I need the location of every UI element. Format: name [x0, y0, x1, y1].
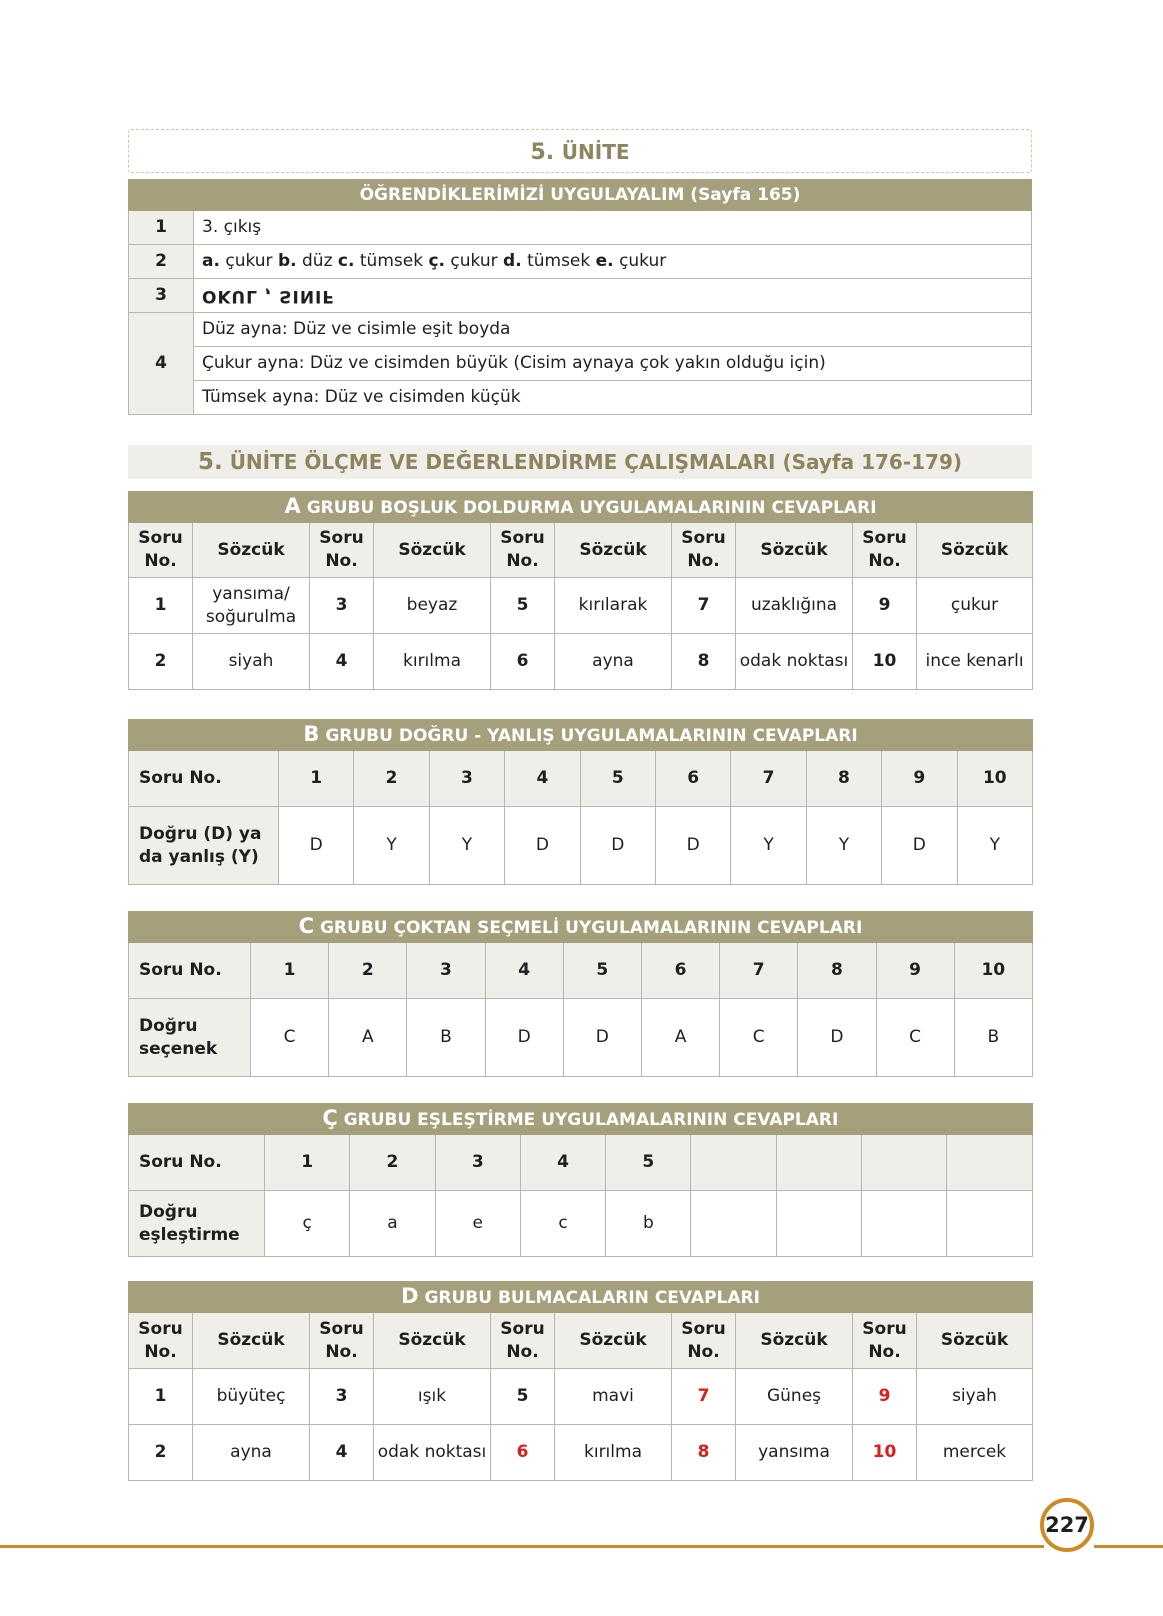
- soru-number: [947, 1135, 1032, 1191]
- col-header-no: Soru No.: [491, 523, 555, 578]
- answer-cell: D: [798, 999, 876, 1077]
- soru-number: 9: [882, 751, 957, 807]
- answer-cell: [691, 1191, 776, 1257]
- col-header-word: Sözcük: [736, 1313, 853, 1369]
- soru-number: 4: [520, 1135, 605, 1191]
- col-header-word: Sözcük: [555, 1313, 672, 1369]
- page-number: 227: [1040, 1498, 1094, 1552]
- answer-cell: C: [251, 999, 329, 1077]
- sozcuk: Güneş: [736, 1369, 853, 1425]
- sozcuk: ayna: [555, 634, 672, 690]
- row-number: 2: [129, 245, 194, 279]
- answer-cell: D: [485, 999, 563, 1077]
- answer-cell: a: [350, 1191, 435, 1257]
- answer-cell: [776, 1191, 861, 1257]
- sozcuk: odak noktası: [374, 1425, 491, 1481]
- col-header-word: Sözcük: [555, 523, 672, 578]
- soru-number: 1: [279, 751, 354, 807]
- soru-no: 8: [672, 634, 736, 690]
- sozcuk: ışık: [374, 1369, 491, 1425]
- soru-no: 10: [853, 1425, 917, 1481]
- answer-cell: C: [876, 999, 954, 1077]
- answer-cell: b: [606, 1191, 691, 1257]
- answer-cell: D: [563, 999, 641, 1077]
- row-label: Soru No.: [129, 1135, 265, 1191]
- col-header-no: Soru No.: [853, 523, 917, 578]
- answer-text: Tümsek ayna: Düz ve cisimden küçük: [194, 381, 1032, 415]
- sozcuk: mavi: [555, 1369, 672, 1425]
- answer-cell: c: [520, 1191, 605, 1257]
- soru-number: 1: [251, 943, 329, 999]
- sozcuk: kırılma: [555, 1425, 672, 1481]
- soru-no: 7: [672, 578, 736, 634]
- answer-cell: B: [954, 999, 1032, 1077]
- col-header-word: Sözcük: [193, 1313, 310, 1369]
- soru-number: 2: [350, 1135, 435, 1191]
- answer-cell: [862, 1191, 947, 1257]
- answer-cell: D: [882, 807, 957, 885]
- sozcuk: çukur: [917, 578, 1033, 634]
- answer-label: Doğru seçenek: [129, 999, 251, 1077]
- soru-number: [691, 1135, 776, 1191]
- col-header-no: Soru No.: [129, 523, 193, 578]
- soru-number: [776, 1135, 861, 1191]
- soru-no: 6: [491, 1425, 555, 1481]
- grup-cc-table: [128, 1103, 1033, 1257]
- answer-label: Doğru (D) ya da yanlış (Y): [129, 807, 279, 885]
- soru-no: 10: [853, 634, 917, 690]
- sozcuk: kırılma: [374, 634, 491, 690]
- col-header-word: Sözcük: [193, 523, 310, 578]
- soru-number: [862, 1135, 947, 1191]
- soru-number: 10: [957, 751, 1033, 807]
- sozcuk: ince kenarlı: [917, 634, 1033, 690]
- row-number: 1: [129, 211, 194, 245]
- row-label: Soru No.: [129, 751, 279, 807]
- grup-b-table: [128, 719, 1033, 885]
- soru-number: 2: [354, 751, 429, 807]
- soru-number: 8: [806, 751, 881, 807]
- answer-cell: Y: [429, 807, 504, 885]
- soru-number: 2: [329, 943, 407, 999]
- soru-no: 3: [310, 578, 374, 634]
- unit-banner: [128, 129, 1032, 173]
- sozcuk: odak noktası: [736, 634, 853, 690]
- answer-cell: Y: [957, 807, 1033, 885]
- answer-cell: Y: [731, 807, 806, 885]
- row-number: 3: [129, 279, 194, 313]
- soru-no: 2: [129, 1425, 193, 1481]
- sozcuk: yansıma: [736, 1425, 853, 1481]
- soru-no: 7: [672, 1369, 736, 1425]
- footer-line: [0, 1545, 1044, 1548]
- ogrendiklerimiz-table: [128, 179, 1032, 415]
- answer-cell: Y: [806, 807, 881, 885]
- sozcuk: siyah: [193, 634, 310, 690]
- grup-d-table: [128, 1281, 1033, 1481]
- answer-cell: [947, 1191, 1032, 1257]
- grup-a-table: [128, 491, 1033, 690]
- soru-number: 3: [407, 943, 485, 999]
- soru-no: 4: [310, 634, 374, 690]
- col-header-word: Sözcük: [917, 1313, 1033, 1369]
- col-header-no: Soru No.: [129, 1313, 193, 1369]
- grup-b-header: B GRUBU DOĞRU - YANLIŞ UYGULAMALARININ CEVAPLARI: [129, 720, 1033, 751]
- answer-text: 3. çıkış: [194, 211, 1032, 245]
- col-header-no: Soru No.: [491, 1313, 555, 1369]
- mirrored-text: OKUL , SINIF: [194, 279, 1032, 313]
- soru-no: 3: [310, 1369, 374, 1425]
- soru-number: 6: [655, 751, 730, 807]
- grup-a-header: A GRUBU BOŞLUK DOLDURMA UYGULAMALARININ CEVAPLARI: [129, 492, 1033, 523]
- soru-number: 8: [798, 943, 876, 999]
- answer-label: Doğru eşleştirme: [129, 1191, 265, 1257]
- soru-no: 9: [853, 1369, 917, 1425]
- answer-cell: B: [407, 999, 485, 1077]
- answer-text: Çukur ayna: Düz ve cisimden büyük (Cisim aynaya çok yakın olduğu için): [194, 347, 1032, 381]
- soru-number: 7: [731, 751, 806, 807]
- soru-no: 5: [491, 1369, 555, 1425]
- answer-text: a. çukur b. düz c. tümsek ç. çukur d. tümsek e. çukur: [194, 245, 1032, 279]
- col-header-word: Sözcük: [374, 523, 491, 578]
- sozcuk: mercek: [917, 1425, 1033, 1481]
- answer-cell: e: [435, 1191, 520, 1257]
- soru-number: 4: [485, 943, 563, 999]
- sozcuk: büyüteç: [193, 1369, 310, 1425]
- col-header-no: Soru No.: [310, 1313, 374, 1369]
- row-number: 4: [129, 313, 194, 415]
- answer-cell: D: [279, 807, 354, 885]
- sozcuk: siyah: [917, 1369, 1033, 1425]
- soru-no: 4: [310, 1425, 374, 1481]
- unit-number: 5.: [530, 140, 555, 165]
- soru-number: 6: [641, 943, 719, 999]
- grup-cc-header: Ç GRUBU EŞLEŞTİRME UYGULAMALARININ CEVAPLARI: [129, 1104, 1033, 1135]
- col-header-no: Soru No.: [853, 1313, 917, 1369]
- col-header-word: Sözcük: [917, 523, 1033, 578]
- col-header-no: Soru No.: [672, 523, 736, 578]
- sozcuk: beyaz: [374, 578, 491, 634]
- col-header-no: Soru No.: [672, 1313, 736, 1369]
- answer-text: Düz ayna: Düz ve cisimle eşit boyda: [194, 313, 1032, 347]
- row-label: Soru No.: [129, 943, 251, 999]
- soru-number: 9: [876, 943, 954, 999]
- section-title: 5. ÜNİTE ÖLÇME VE DEĞERLENDİRME ÇALIŞMALARI (Sayfa 176-179): [128, 445, 1032, 479]
- grup-c-header: C GRUBU ÇOKTAN SEÇMELİ UYGULAMALARININ CEVAPLARI: [129, 912, 1033, 943]
- soru-no: 1: [129, 578, 193, 634]
- soru-number: 7: [720, 943, 798, 999]
- soru-no: 9: [853, 578, 917, 634]
- soru-no: 6: [491, 634, 555, 690]
- sozcuk: ayna: [193, 1425, 310, 1481]
- soru-number: 5: [606, 1135, 691, 1191]
- soru-no: 1: [129, 1369, 193, 1425]
- answer-cell: A: [641, 999, 719, 1077]
- soru-no: 8: [672, 1425, 736, 1481]
- col-header-no: Soru No.: [310, 523, 374, 578]
- col-header-word: Sözcük: [374, 1313, 491, 1369]
- soru-number: 10: [954, 943, 1032, 999]
- answer-cell: Y: [354, 807, 429, 885]
- soru-number: 5: [563, 943, 641, 999]
- grup-d-header: D GRUBU BULMACALARIN CEVAPLARI: [129, 1282, 1033, 1313]
- soru-number: 4: [505, 751, 580, 807]
- answer-cell: A: [329, 999, 407, 1077]
- answer-cell: ç: [265, 1191, 350, 1257]
- answer-cell: D: [505, 807, 580, 885]
- soru-no: 5: [491, 578, 555, 634]
- answer-cell: D: [580, 807, 655, 885]
- soru-number: 3: [435, 1135, 520, 1191]
- soru-number: 1: [265, 1135, 350, 1191]
- answer-cell: D: [655, 807, 730, 885]
- col-header-word: Sözcük: [736, 523, 853, 578]
- soru-number: 5: [580, 751, 655, 807]
- sozcuk: kırılarak: [555, 578, 672, 634]
- grup-c-table: [128, 911, 1033, 1077]
- answer-cell: C: [720, 999, 798, 1077]
- soru-no: 2: [129, 634, 193, 690]
- ogrendiklerimiz-header: ÖĞRENDİKLERİMİZİ UYGULAYALIM (Sayfa 165): [129, 180, 1032, 211]
- soru-number: 3: [429, 751, 504, 807]
- unit-label: ÜNİTE: [561, 140, 630, 164]
- sozcuk: uzaklığına: [736, 578, 853, 634]
- footer-line: [1094, 1545, 1163, 1548]
- sozcuk: yansıma/ soğurulma: [193, 578, 310, 634]
